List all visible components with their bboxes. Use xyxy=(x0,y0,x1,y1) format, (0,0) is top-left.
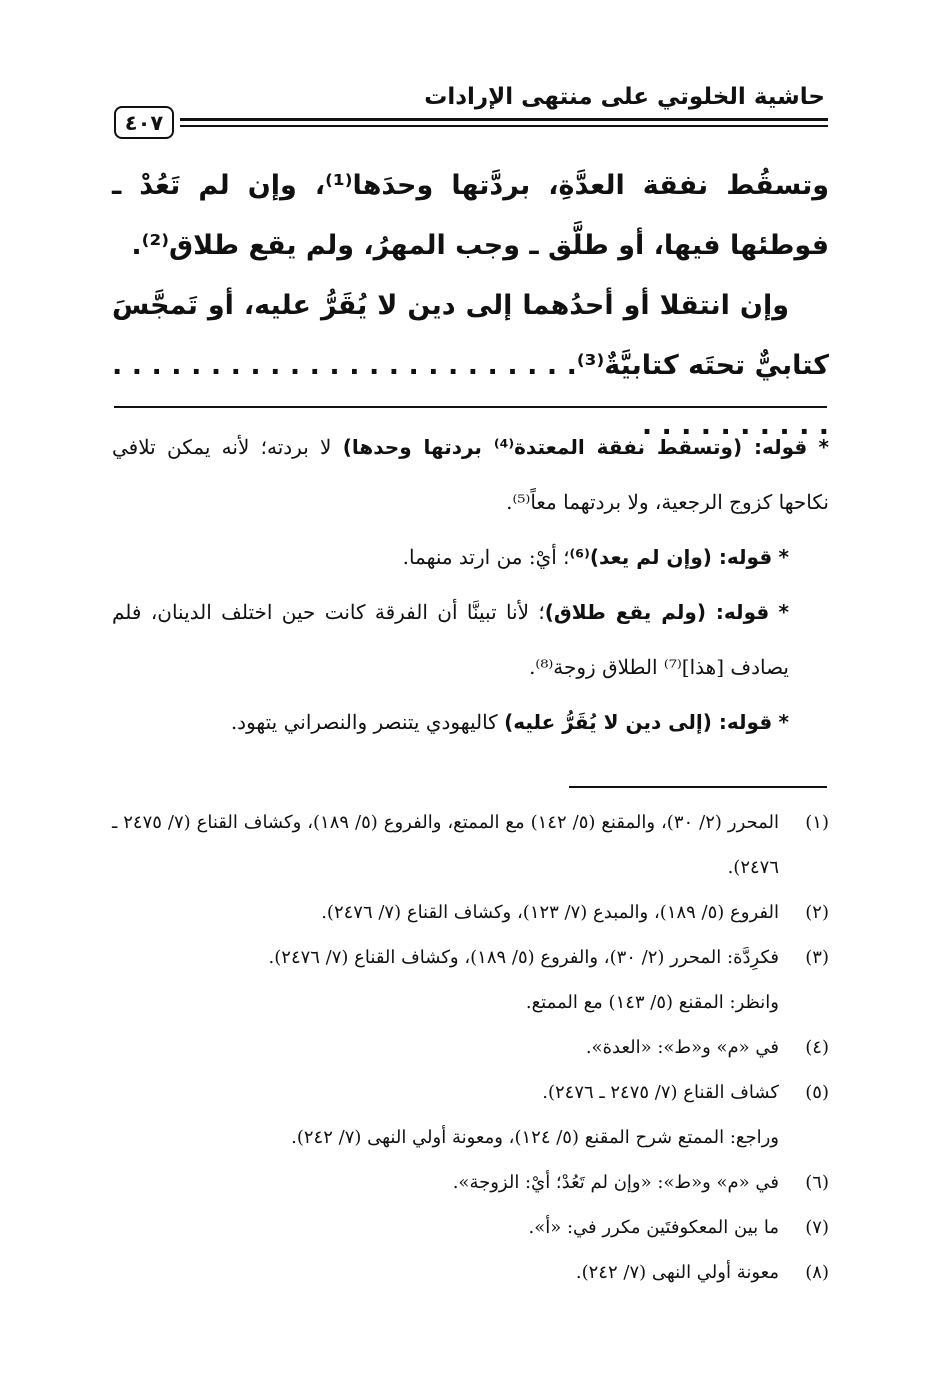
footnote xyxy=(112,890,829,935)
running-header-title: حاشية الخلوتي على منتهى الإرادات xyxy=(424,84,825,110)
asterisk-marker: * xyxy=(818,435,830,459)
header-rule-thick xyxy=(180,118,828,121)
commentary-entry xyxy=(112,695,829,750)
footnote-text: كشاف القناع (٧/ ٢٤٧٥ ـ ٢٤٧٦). xyxy=(542,1082,779,1103)
footnote xyxy=(112,1025,829,1070)
footnote xyxy=(112,1160,829,1205)
footnote-continuation: وانظر: المقنع (٥/ ١٤٣) مع الممتع. xyxy=(525,992,779,1013)
footnote-number: (٤) xyxy=(805,1037,829,1058)
commentary-text: لا بردته؛ لأنه يمكن تلافي نكاحها كزوج الرجعية، ولا بردتهما معاً⁽⁵⁾. xyxy=(112,435,829,514)
commentary-text: كاليهودي يتنصر والنصراني يتهود. xyxy=(230,710,505,734)
footnote-text: في «م» و«ط»: «وإن لم تَعُدْ؛ أيْ: الزوجة». xyxy=(452,1172,779,1193)
footnote xyxy=(112,1070,829,1115)
commentary-text: ؛ لأنا تبينَّا أن الفرقة كانت حين اختلف الدينان، فلم يصادف [هذا]⁽⁷⁾ الطلاق زوجة⁽⁸⁾. xyxy=(112,600,789,679)
commentary-quote: قوله: (ولم يقع طلاق) xyxy=(544,600,770,624)
footnote-number: (٥) xyxy=(805,1082,829,1103)
footnote-number: (٢) xyxy=(805,902,829,923)
commentary-quote: قوله: (وإن لم يعد)⁽⁶⁾ xyxy=(569,545,773,569)
footnote-text: المحرر (٢/ ٣٠)، والمقنع (٥/ ١٤٢) مع الممتع، والفروع (٥/ ١٨٩)، وكشاف القناع (٧/ ٢٤٧٥ ـ ٢٤٧٦). xyxy=(112,812,780,878)
main-paragraph: وإن انتقلا أو أحدُهما إلى دين لا يُقَرُّ عليه، أو تَمجَّسَ كتابيٌّ تحتَه كتابيَّةٌ⁽³⁾. . . . . . . . . . . . . . . . . . . . . . . . . . . . . . . . . . xyxy=(112,290,829,441)
commentary-quote: قوله: (وتسقط نفقة المعتدة⁽⁴⁾ بردتها وحدها) xyxy=(342,435,808,459)
footnote-number: (٣) xyxy=(805,947,829,968)
footnote-number: (٨) xyxy=(805,1262,829,1283)
footnote-continuation: وراجع: الممتع شرح المقنع (٥/ ١٢٤)، ومعونة أولي النهى (٧/ ٢٤٢). xyxy=(291,1127,779,1148)
footnote xyxy=(112,935,829,980)
asterisk-marker: * xyxy=(778,600,790,624)
asterisk-marker: * xyxy=(778,710,789,734)
header-rule-thin xyxy=(180,125,828,127)
footnote-text: الفروع (٥/ ١٨٩)، والمبدع (٧/ ١٢٣)، وكشاف القناع (٧/ ٢٤٧٦). xyxy=(321,902,779,923)
commentary-entry xyxy=(112,585,829,695)
footnote-text: في «م» و«ط»: «العدة». xyxy=(585,1037,779,1058)
footnote xyxy=(112,1205,829,1250)
page-number: ٤٠٧ xyxy=(114,106,174,139)
footnote-number: (٧) xyxy=(805,1217,829,1238)
commentary-block xyxy=(112,420,829,750)
footnote-text: ما بين المعكوفتَين مكرر في: «أ». xyxy=(528,1217,779,1238)
main-text-block xyxy=(112,156,829,456)
asterisk-marker: * xyxy=(778,545,789,569)
footnote-number: (١) xyxy=(805,812,829,833)
commentary-entry xyxy=(112,530,829,585)
footnote xyxy=(112,800,829,890)
footnote xyxy=(112,1250,829,1295)
commentary-text: ؛ أيْ: من ارتد منهما. xyxy=(402,545,570,569)
footnote-number: (٦) xyxy=(805,1172,829,1193)
commentary-quote: قوله: (إلى دين لا يُقَرُّ عليه) xyxy=(504,710,773,734)
footnote-divider xyxy=(569,786,827,788)
footnote-text: معونة أولي النهى (٧/ ٢٤٢). xyxy=(575,1262,779,1283)
main-paragraph: وتسقُط نفقة العدَّةِ، بردَّتها وحدَها⁽¹⁾، وإن لم تَعُدْ ـ فوطئها فيها، أو طلَّق ـ وجب المهرُ، ولم يقع طلاق⁽²⁾. xyxy=(112,170,829,261)
commentary-entry xyxy=(112,420,829,530)
footnotes-block xyxy=(112,800,829,1295)
footnote-text: فكرِدَّة: المحرر (٢/ ٣٠)، والفروع (٥/ ١٨٩)، وكشاف القناع (٧/ ٢٤٧٦). xyxy=(268,947,779,968)
main-text-divider xyxy=(114,406,827,408)
